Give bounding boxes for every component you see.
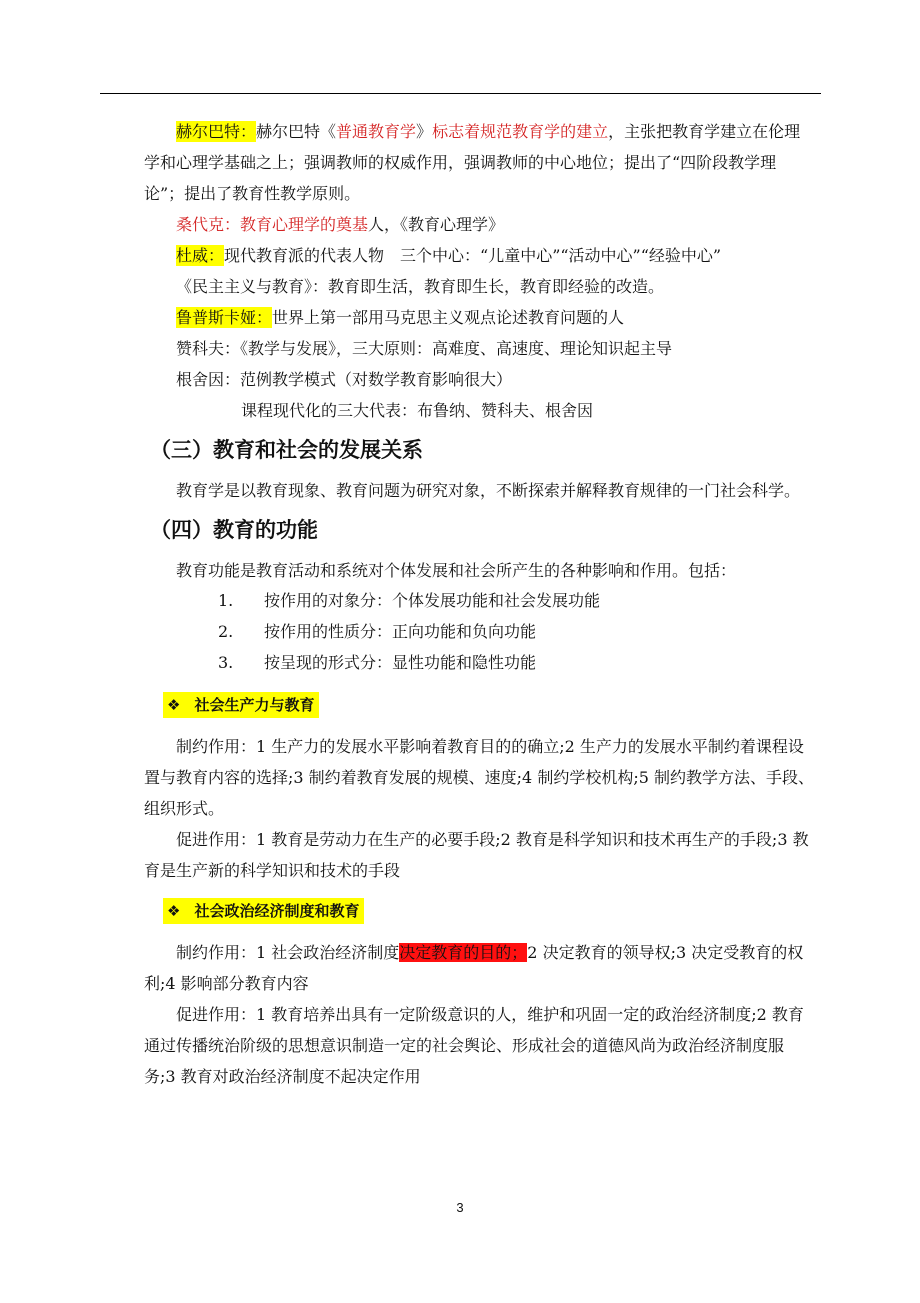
zankov-line: 赞科夫：《教学与发展》，三大原则：高难度、高速度、理论知识起主导 <box>176 339 673 358</box>
politics-promotion-line: 务;3 教育对政治经济制度不起决定作用 <box>144 1067 421 1086</box>
herbart-text-3: ，主张把教育学建立在伦理 <box>608 122 801 141</box>
diamond-bullet-icon: ❖ <box>167 696 181 714</box>
herbart-name: 赫尔巴特： <box>176 122 257 141</box>
krupskaya-name: 鲁普斯卡娅： <box>176 308 273 327</box>
list-text: 按作用的对象分：个体发展功能和社会发展功能 <box>264 591 601 610</box>
diamond-bullet-icon: ❖ <box>167 902 181 920</box>
herbart-text-2: 》 <box>416 122 433 141</box>
section-4-heading: （四）教育的功能 <box>150 518 318 542</box>
politics-heading-block <box>163 898 364 924</box>
productivity-promotion-line: 促进作用：1 教育是劳动力在生产的必要手段;2 教育是科学知识和技术再生产的手段;3 教 <box>176 830 809 849</box>
function-list-item <box>218 653 536 673</box>
list-text: 按作用的性质分：正向功能和负向功能 <box>264 622 537 641</box>
productivity-constraint-line: 置与教育内容的选择;3 制约着教育发展的规模、速度;4 制约学校机构;5 制约教学方法、手段、 <box>144 768 814 787</box>
thorndike-name: 桑代克： <box>176 215 241 234</box>
productivity-heading: 社会生产力与教育 <box>194 696 315 714</box>
politics-promotion-line: 通过传播统治阶级的思想意识制造一定的社会舆论、形成社会的道德风尚为政治经济制度服 <box>144 1036 785 1055</box>
politics-constraint-highlight: 决定教育的目的； <box>399 943 528 962</box>
herbart-line-1 <box>176 122 800 142</box>
list-number: 3. <box>218 653 234 672</box>
function-list-item <box>218 622 536 642</box>
dewey-line-1 <box>176 246 721 266</box>
list-text: 按呈现的形式分：显性功能和隐性功能 <box>264 653 537 672</box>
header-rule <box>100 93 821 94</box>
curriculum-reps-line: 课程现代化的三大代表：布鲁纳、赞科夫、根舍因 <box>241 401 594 420</box>
politics-heading: 社会政治经济制度和教育 <box>194 902 360 920</box>
politics-constraint-post: 2 决定教育的领导权;3 决定受教育的权 <box>527 943 804 962</box>
dewey-rest: 现代教育派的代表人物 三个中心：“儿童中心”“活动中心”“经验中心” <box>224 246 722 265</box>
list-number: 2. <box>218 622 234 641</box>
herbart-text-1: 赫尔巴特《 <box>256 122 337 141</box>
thorndike-rest: 人，《教育心理学》 <box>368 215 505 234</box>
politics-constraint-pre: 制约作用：1 社会政治经济制度 <box>176 943 400 962</box>
section-3-text: 教育学是以教育现象、教育问题为研究对象，不断探索并解释教育规律的一门社会科学。 <box>176 481 801 500</box>
section-3-heading: （三）教育和社会的发展关系 <box>150 438 423 462</box>
dewey-name: 杜威： <box>176 246 225 265</box>
function-list-item <box>218 591 600 611</box>
productivity-constraint-line: 组织形式。 <box>144 799 225 818</box>
politics-constraint-line-1 <box>176 943 803 963</box>
politics-promotion-line: 促进作用：1 教育培养出具有一定阶级意识的人，维护和巩固一定的政治经济制度;2 教育 <box>176 1005 804 1024</box>
wagenschein-line: 根舍因：范例教学模式（对数学教育影响很大） <box>176 370 513 389</box>
thorndike-line <box>176 215 504 235</box>
productivity-promotion-line: 育是生产新的科学知识和技术的手段 <box>144 861 401 880</box>
herbart-significance: 标志着规范教育学的建立 <box>432 122 609 141</box>
section-4-intro: 教育功能是教育活动和系统对个体发展和社会所产生的各种影响和作用。包括： <box>176 561 737 580</box>
productivity-constraint-line: 制约作用：1 生产力的发展水平影响着教育目的的确立;2 生产力的发展水平制约着课程设 <box>176 737 804 756</box>
page-number: 3 <box>456 1200 464 1215</box>
herbart-line-2: 学和心理学基础之上；强调教师的权威作用，强调教师的中心地位；提出了“四阶段教学理 <box>144 153 777 172</box>
productivity-heading-block <box>163 692 319 718</box>
thorndike-desc: 教育心理学的奠基 <box>240 215 369 234</box>
herbart-book: 普通教育学 <box>336 122 417 141</box>
krupskaya-line <box>176 308 624 328</box>
krupskaya-rest: 世界上第一部用马克思主义观点论述教育问题的人 <box>272 308 625 327</box>
herbart-line-3: 论”；提出了教育性教学原则。 <box>144 184 361 203</box>
dewey-line-2: 《民主主义与教育》：教育即生活，教育即生长，教育即经验的改造。 <box>176 277 665 296</box>
politics-constraint-line-2: 利;4 影响部分教育内容 <box>144 974 309 993</box>
list-number: 1. <box>218 591 234 610</box>
